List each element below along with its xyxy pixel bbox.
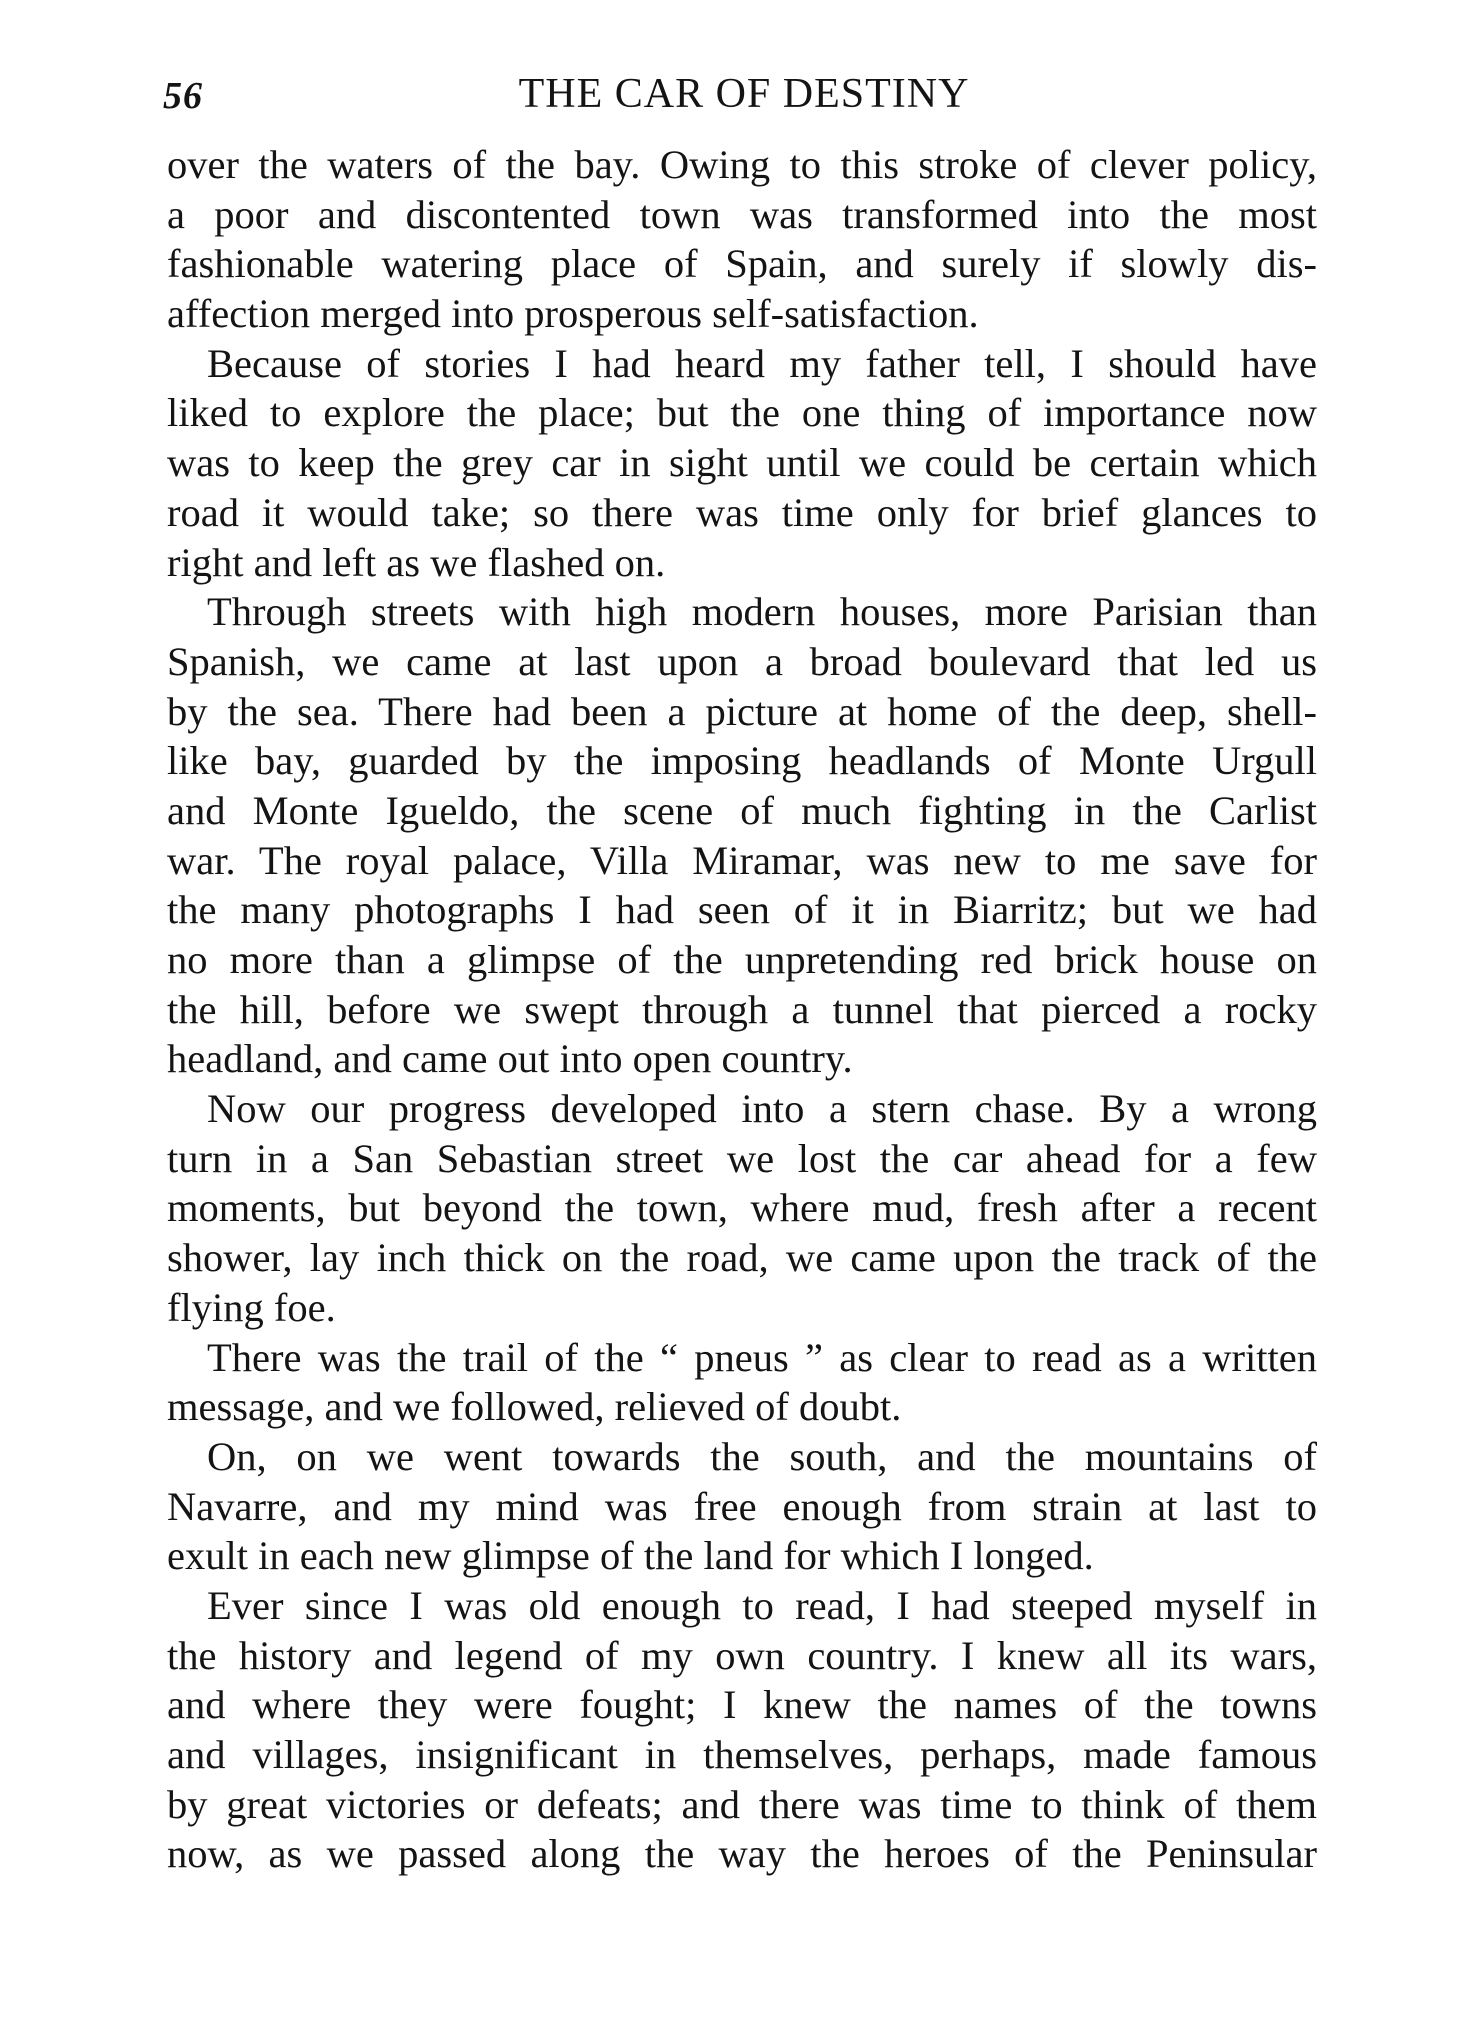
text-line: like bay, guarded by the imposing headlands of Monte Urgull [167,738,1317,784]
text-line: the hill, before we swept through a tunnel that pierced a rocky [167,986,1317,1032]
text-line: the many photographs I had seen of it in Biarritz; but we had [167,887,1317,933]
text-line: Now our progress developed into a stern chase. By a wrong [207,1086,1317,1132]
paragraph [167,140,1317,339]
text-line: exult in each new glimpse of the land for which I longed. [167,1533,1094,1579]
paragraph [167,1432,1317,1581]
paragraph [167,1333,1317,1432]
text-line: by the sea. There had been a picture at home of the deep, shell- [167,688,1317,734]
text-line: and Monte Igueldo, the scene of much fighting in the Carlist [167,787,1317,833]
paragraph [167,587,1317,1084]
text-line: right and left as we flashed on. [167,539,666,585]
text-line: by great victories or defeats; and there was time to think of them [167,1781,1317,1827]
text-line: a poor and discontented town was transformed into the most [167,191,1317,237]
text-line: fashionable watering place of Spain, and surely if slowly dis- [167,241,1317,287]
running-head [163,70,1325,130]
text-line: over the waters of the bay. Owing to this stroke of clever policy, [167,142,1317,187]
text-line: road it would take; so there was time only for brief glances to [167,489,1317,535]
paragraph [167,339,1317,587]
running-title: THE CAR OF DESTINY [518,71,970,117]
text-line: headland, and came out into open country. [167,1036,853,1082]
page-number: 56 [163,75,203,117]
body-text [167,140,1317,1879]
text-line: affection merged into prosperous self-satisfaction. [167,291,979,337]
text-line: moments, but beyond the town, where mud, fresh after a recent [167,1185,1317,1231]
text-line: Through streets with high modern houses, more Parisian than [207,589,1317,635]
text-line: liked to explore the place; but the one thing of importance now [167,390,1317,436]
text-line: There was the trail of the “ pneus ” as clear to read as a written [207,1334,1317,1380]
paragraph [167,1581,1317,1879]
text-line: was to keep the grey car in sight until we could be certain which [167,440,1317,486]
text-line: war. The royal palace, Villa Miramar, was new to me save for [167,837,1317,883]
text-line: and villages, insignificant in themselves, perhaps, made famous [167,1732,1317,1777]
text-line: turn in a San Sebastian street we lost the car ahead for a few [167,1135,1317,1181]
text-line: message, and we followed, relieved of doubt. [167,1384,902,1430]
text-line: now, as we passed along the way the heroes of the Peninsular [167,1831,1317,1877]
text-line: Because of stories I had heard my father tell, I should have [207,340,1317,386]
text-line: shower, lay inch thick on the road, we came upon the track of the [167,1235,1317,1281]
text-line: and where they were fought; I knew the names of the towns [167,1682,1317,1728]
text-line: flying foe. [167,1284,336,1330]
text-line: Navarre, and my mind was free enough from strain at last to [167,1483,1317,1529]
text-line: the history and legend of my own country. I knew all its wars, [167,1632,1317,1678]
paragraph [167,1084,1317,1332]
text-line: no more than a glimpse of the unpretending red brick house on [167,937,1317,982]
text-line: Spanish, we came at last upon a broad boulevard that led us [167,638,1317,684]
text-line: Ever since I was old enough to read, I had steeped myself in [207,1582,1317,1628]
text-line: On, on we went towards the south, and the mountains of [207,1433,1317,1479]
